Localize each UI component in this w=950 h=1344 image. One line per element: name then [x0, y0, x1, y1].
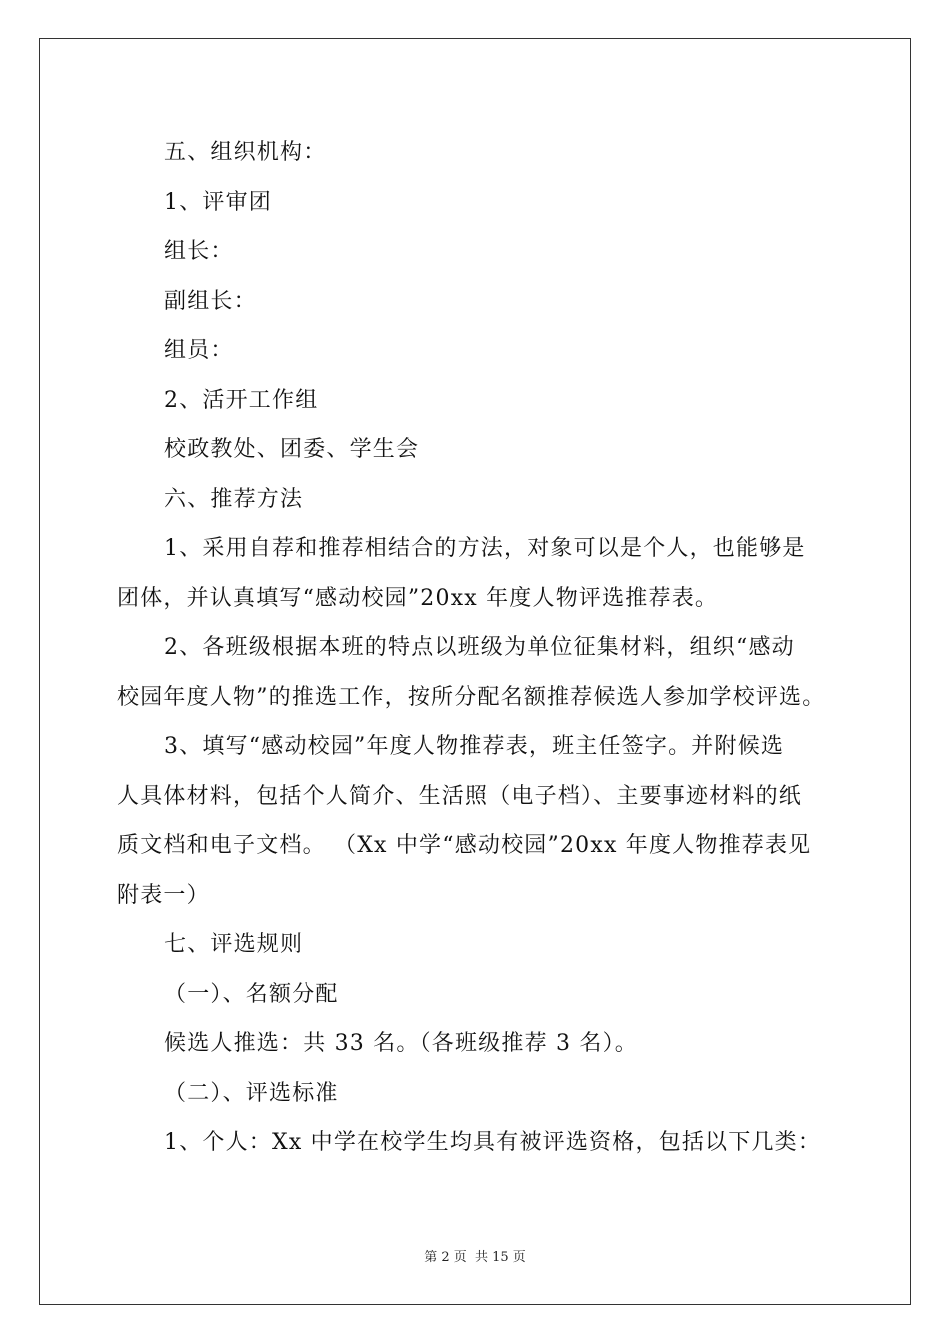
- page-number: 第 2 页: [424, 1250, 467, 1265]
- paragraph-line: 校园年度人物”的推选工作，按所分配名额推荐候选人参加学校评选。: [117, 684, 826, 710]
- paragraph-line: 校政教处、团委、学生会: [164, 437, 420, 462]
- subsection-heading: （二）、评选标准: [164, 1080, 339, 1106]
- section-heading: 六、推荐方法: [164, 486, 304, 512]
- paragraph-line: 3、填写“感动校园”年度人物推荐表，班主任签字。并附候选: [164, 734, 785, 759]
- paragraph-line: 副组长：: [164, 288, 257, 314]
- paragraph-line: 2、各班级根据本班的特点以班级为单位征集材料，组织“感动: [164, 635, 795, 660]
- paragraph-line: 人具体材料，包括个人简介、生活照（电子档）、主要事迹材料的纸: [117, 783, 803, 809]
- paragraph-line: 1、个人：Xx 中学在校学生均具有被评选资格，包括以下几类：: [164, 1130, 822, 1155]
- paragraph-line: 候选人推选：共 33 名。（各班级推荐 3 名）。: [164, 1031, 638, 1056]
- document-body: [117, 128, 842, 1168]
- subsection-heading: （一）、名额分配: [164, 981, 339, 1007]
- paragraph-line: 团体，并认真填写“感动校园”20xx 年度人物评选推荐表。: [117, 585, 719, 611]
- paragraph-line: 1、评审团: [164, 189, 272, 215]
- paragraph-line: 1、采用自荐和推荐相结合的方法，对象可以是个人，也能够是: [164, 536, 806, 561]
- paragraph-line: 组员：: [164, 338, 234, 363]
- paragraph-line: 2、活开工作组: [164, 387, 319, 413]
- section-heading: 五、组织机构：: [164, 140, 327, 165]
- paragraph-line: 组长：: [164, 239, 234, 264]
- paragraph-line: 质文档和电子文档。 （Xx 中学“感动校园”20xx 年度人物推荐表见: [117, 833, 812, 858]
- section-heading: 七、评选规则: [164, 932, 304, 957]
- paragraph-line: 附表一）: [117, 882, 210, 908]
- page-total: 共 15 页: [474, 1250, 526, 1265]
- page-footer: [0, 1246, 950, 1265]
